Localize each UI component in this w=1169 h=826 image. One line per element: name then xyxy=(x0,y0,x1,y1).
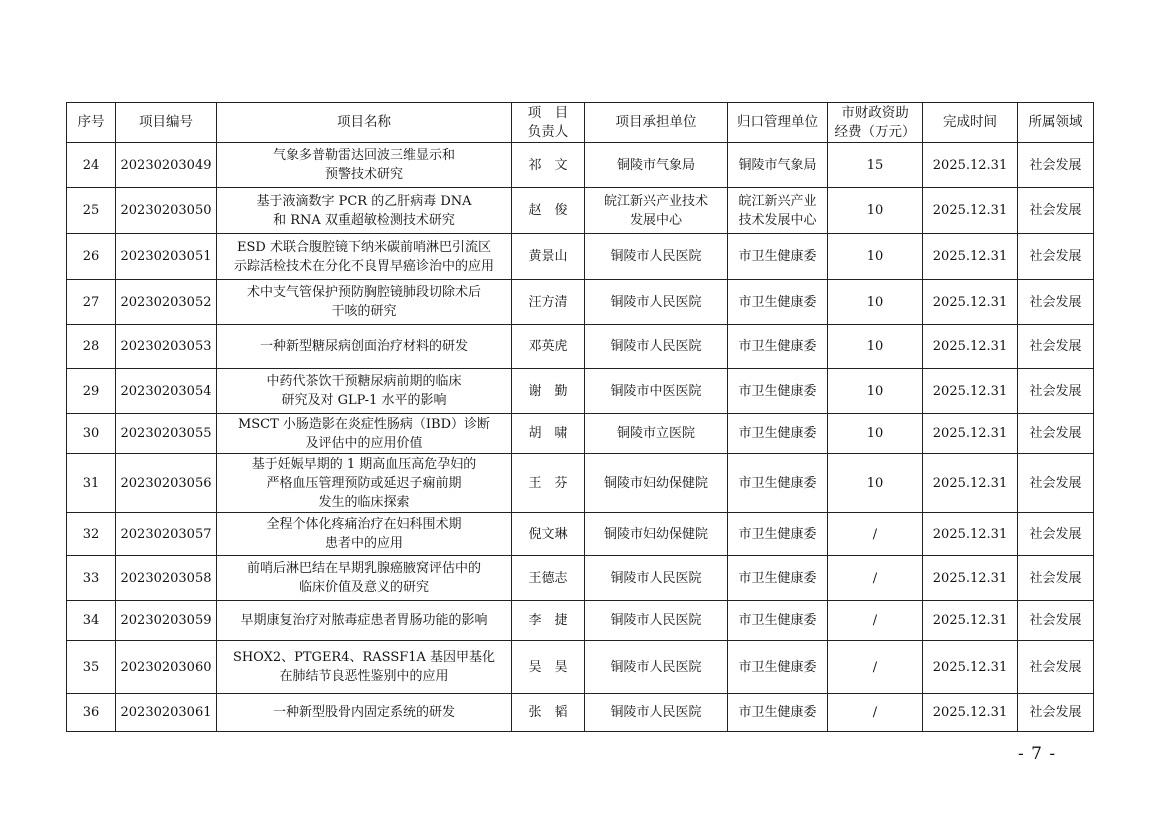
cell-leader: 胡 啸 xyxy=(512,414,585,454)
cell-seq: 31 xyxy=(67,454,116,513)
cell-code: 20230203058 xyxy=(116,556,217,601)
cell-code: 20230203055 xyxy=(116,414,217,454)
cell-code: 20230203059 xyxy=(116,601,217,641)
cell-seq: 26 xyxy=(67,234,116,280)
cell-date: 2025.12.31 xyxy=(923,280,1018,325)
cell-name: 全程个体化疼痛治疗在妇科围术期 患者中的应用 xyxy=(217,513,512,556)
cell-name: MSCT 小肠造影在炎症性肠病（IBD）诊断 及评估中的应用价值 xyxy=(217,414,512,454)
cell-leader: 祁 文 xyxy=(512,143,585,188)
cell-unit: 铜陵市妇幼保健院 xyxy=(585,454,728,513)
cell-field: 社会发展 xyxy=(1018,234,1094,280)
cell-field: 社会发展 xyxy=(1018,694,1094,732)
cell-unit: 铜陵市人民医院 xyxy=(585,641,728,694)
cell-name: 早期康复治疗对脓毒症患者胃肠功能的影响 xyxy=(217,601,512,641)
cell-field: 社会发展 xyxy=(1018,369,1094,414)
cell-funding: / xyxy=(828,556,923,601)
cell-name: 一种新型股骨内固定系统的研发 xyxy=(217,694,512,732)
cell-date: 2025.12.31 xyxy=(923,601,1018,641)
cell-field: 社会发展 xyxy=(1018,641,1094,694)
cell-name: 基于液滴数字 PCR 的乙肝病毒 DNA 和 RNA 双重超敏检测技术研究 xyxy=(217,188,512,234)
cell-date: 2025.12.31 xyxy=(923,369,1018,414)
cell-date: 2025.12.31 xyxy=(923,143,1018,188)
cell-manager: 铜陵市气象局 xyxy=(728,143,828,188)
page-number: - 7 - xyxy=(1018,744,1057,764)
cell-field: 社会发展 xyxy=(1018,513,1094,556)
table-row xyxy=(67,694,1094,732)
cell-field: 社会发展 xyxy=(1018,188,1094,234)
cell-code: 20230203060 xyxy=(116,641,217,694)
cell-funding: 10 xyxy=(828,280,923,325)
table-row xyxy=(67,414,1094,454)
cell-seq: 29 xyxy=(67,369,116,414)
cell-unit: 皖江新兴产业技术 发展中心 xyxy=(585,188,728,234)
cell-manager: 市卫生健康委 xyxy=(728,234,828,280)
cell-leader: 张 韬 xyxy=(512,694,585,732)
cell-field: 社会发展 xyxy=(1018,280,1094,325)
cell-name: 气象多普勒雷达回波三维显示和 预警技术研究 xyxy=(217,143,512,188)
table-row xyxy=(67,188,1094,234)
cell-name: ESD 术联合腹腔镜下纳米碳前哨淋巴引流区 示踪活检技术在分化不良胃早癌诊治中的应用 xyxy=(217,234,512,280)
cell-seq: 33 xyxy=(67,556,116,601)
cell-unit: 铜陵市人民医院 xyxy=(585,601,728,641)
table-row xyxy=(67,513,1094,556)
cell-funding: 10 xyxy=(828,414,923,454)
table-row xyxy=(67,369,1094,414)
cell-unit: 铜陵市妇幼保健院 xyxy=(585,513,728,556)
cell-name: 一种新型糖尿病创面治疗材料的研发 xyxy=(217,325,512,369)
cell-manager: 皖江新兴产业 技术发展中心 xyxy=(728,188,828,234)
header-name: 项目名称 xyxy=(217,103,512,143)
cell-manager: 市卫生健康委 xyxy=(728,414,828,454)
cell-leader: 吴 昊 xyxy=(512,641,585,694)
cell-funding: 10 xyxy=(828,369,923,414)
header-funding: 市财政资助 经费（万元） xyxy=(828,103,923,143)
cell-leader: 汪方清 xyxy=(512,280,585,325)
cell-name: 中药代茶饮干预糖尿病前期的临床 研究及对 GLP-1 水平的影响 xyxy=(217,369,512,414)
cell-seq: 24 xyxy=(67,143,116,188)
cell-field: 社会发展 xyxy=(1018,325,1094,369)
cell-unit: 铜陵市人民医院 xyxy=(585,556,728,601)
cell-code: 20230203052 xyxy=(116,280,217,325)
cell-date: 2025.12.31 xyxy=(923,556,1018,601)
cell-unit: 铜陵市人民医院 xyxy=(585,694,728,732)
cell-date: 2025.12.31 xyxy=(923,513,1018,556)
cell-manager: 市卫生健康委 xyxy=(728,280,828,325)
header-leader: 项 目 负责人 xyxy=(512,103,585,143)
table-row xyxy=(67,234,1094,280)
cell-field: 社会发展 xyxy=(1018,414,1094,454)
cell-date: 2025.12.31 xyxy=(923,234,1018,280)
header-code: 项目编号 xyxy=(116,103,217,143)
cell-seq: 35 xyxy=(67,641,116,694)
cell-funding: / xyxy=(828,694,923,732)
cell-code: 20230203056 xyxy=(116,454,217,513)
table-row xyxy=(67,601,1094,641)
cell-date: 2025.12.31 xyxy=(923,414,1018,454)
cell-unit: 铜陵市人民医院 xyxy=(585,280,728,325)
cell-seq: 25 xyxy=(67,188,116,234)
cell-code: 20230203050 xyxy=(116,188,217,234)
cell-code: 20230203054 xyxy=(116,369,217,414)
header-field: 所属领域 xyxy=(1018,103,1094,143)
cell-funding: / xyxy=(828,513,923,556)
cell-code: 20230203061 xyxy=(116,694,217,732)
table-row xyxy=(67,280,1094,325)
cell-field: 社会发展 xyxy=(1018,143,1094,188)
header-manager: 归口管理单位 xyxy=(728,103,828,143)
project-table xyxy=(66,102,1094,732)
cell-seq: 27 xyxy=(67,280,116,325)
cell-leader: 李 捷 xyxy=(512,601,585,641)
cell-leader: 黄景山 xyxy=(512,234,585,280)
cell-name: 术中支气管保护预防胸腔镜肺段切除术后 干咳的研究 xyxy=(217,280,512,325)
cell-seq: 30 xyxy=(67,414,116,454)
cell-name: SHOX2、PTGER4、RASSF1A 基因甲基化 在肺结节良恶性鉴别中的应用 xyxy=(217,641,512,694)
cell-manager: 市卫生健康委 xyxy=(728,556,828,601)
cell-date: 2025.12.31 xyxy=(923,694,1018,732)
cell-date: 2025.12.31 xyxy=(923,188,1018,234)
cell-field: 社会发展 xyxy=(1018,454,1094,513)
cell-seq: 28 xyxy=(67,325,116,369)
cell-code: 20230203053 xyxy=(116,325,217,369)
cell-manager: 市卫生健康委 xyxy=(728,513,828,556)
cell-code: 20230203051 xyxy=(116,234,217,280)
cell-seq: 36 xyxy=(67,694,116,732)
cell-manager: 市卫生健康委 xyxy=(728,369,828,414)
cell-leader: 倪文琳 xyxy=(512,513,585,556)
cell-leader: 王 芬 xyxy=(512,454,585,513)
cell-date: 2025.12.31 xyxy=(923,454,1018,513)
table-row xyxy=(67,325,1094,369)
cell-leader: 王德志 xyxy=(512,556,585,601)
cell-funding: 10 xyxy=(828,188,923,234)
cell-seq: 34 xyxy=(67,601,116,641)
cell-field: 社会发展 xyxy=(1018,601,1094,641)
cell-unit: 铜陵市中医医院 xyxy=(585,369,728,414)
cell-unit: 铜陵市人民医院 xyxy=(585,325,728,369)
cell-leader: 邓英虎 xyxy=(512,325,585,369)
table-row xyxy=(67,143,1094,188)
cell-name: 前哨后淋巴结在早期乳腺癌腋窝评估中的 临床价值及意义的研究 xyxy=(217,556,512,601)
cell-code: 20230203049 xyxy=(116,143,217,188)
table-row xyxy=(67,641,1094,694)
cell-date: 2025.12.31 xyxy=(923,641,1018,694)
cell-date: 2025.12.31 xyxy=(923,325,1018,369)
cell-manager: 市卫生健康委 xyxy=(728,601,828,641)
header-date: 完成时间 xyxy=(923,103,1018,143)
table-row xyxy=(67,556,1094,601)
cell-funding: 15 xyxy=(828,143,923,188)
cell-manager: 市卫生健康委 xyxy=(728,325,828,369)
cell-manager: 市卫生健康委 xyxy=(728,454,828,513)
cell-name: 基于妊娠早期的 1 期高血压高危孕妇的 严格血压管理预防或延迟子痫前期 发生的临床探索 xyxy=(217,454,512,513)
cell-manager: 市卫生健康委 xyxy=(728,641,828,694)
cell-leader: 谢 勤 xyxy=(512,369,585,414)
cell-manager: 市卫生健康委 xyxy=(728,694,828,732)
cell-seq: 32 xyxy=(67,513,116,556)
header-seq: 序号 xyxy=(67,103,116,143)
cell-funding: / xyxy=(828,601,923,641)
table-row xyxy=(67,454,1094,513)
cell-funding: / xyxy=(828,641,923,694)
cell-funding: 10 xyxy=(828,234,923,280)
cell-funding: 10 xyxy=(828,325,923,369)
cell-funding: 10 xyxy=(828,454,923,513)
cell-code: 20230203057 xyxy=(116,513,217,556)
cell-unit: 铜陵市立医院 xyxy=(585,414,728,454)
cell-unit: 铜陵市人民医院 xyxy=(585,234,728,280)
table-header-row xyxy=(67,103,1094,143)
header-unit: 项目承担单位 xyxy=(585,103,728,143)
cell-leader: 赵 俊 xyxy=(512,188,585,234)
cell-field: 社会发展 xyxy=(1018,556,1094,601)
cell-unit: 铜陵市气象局 xyxy=(585,143,728,188)
